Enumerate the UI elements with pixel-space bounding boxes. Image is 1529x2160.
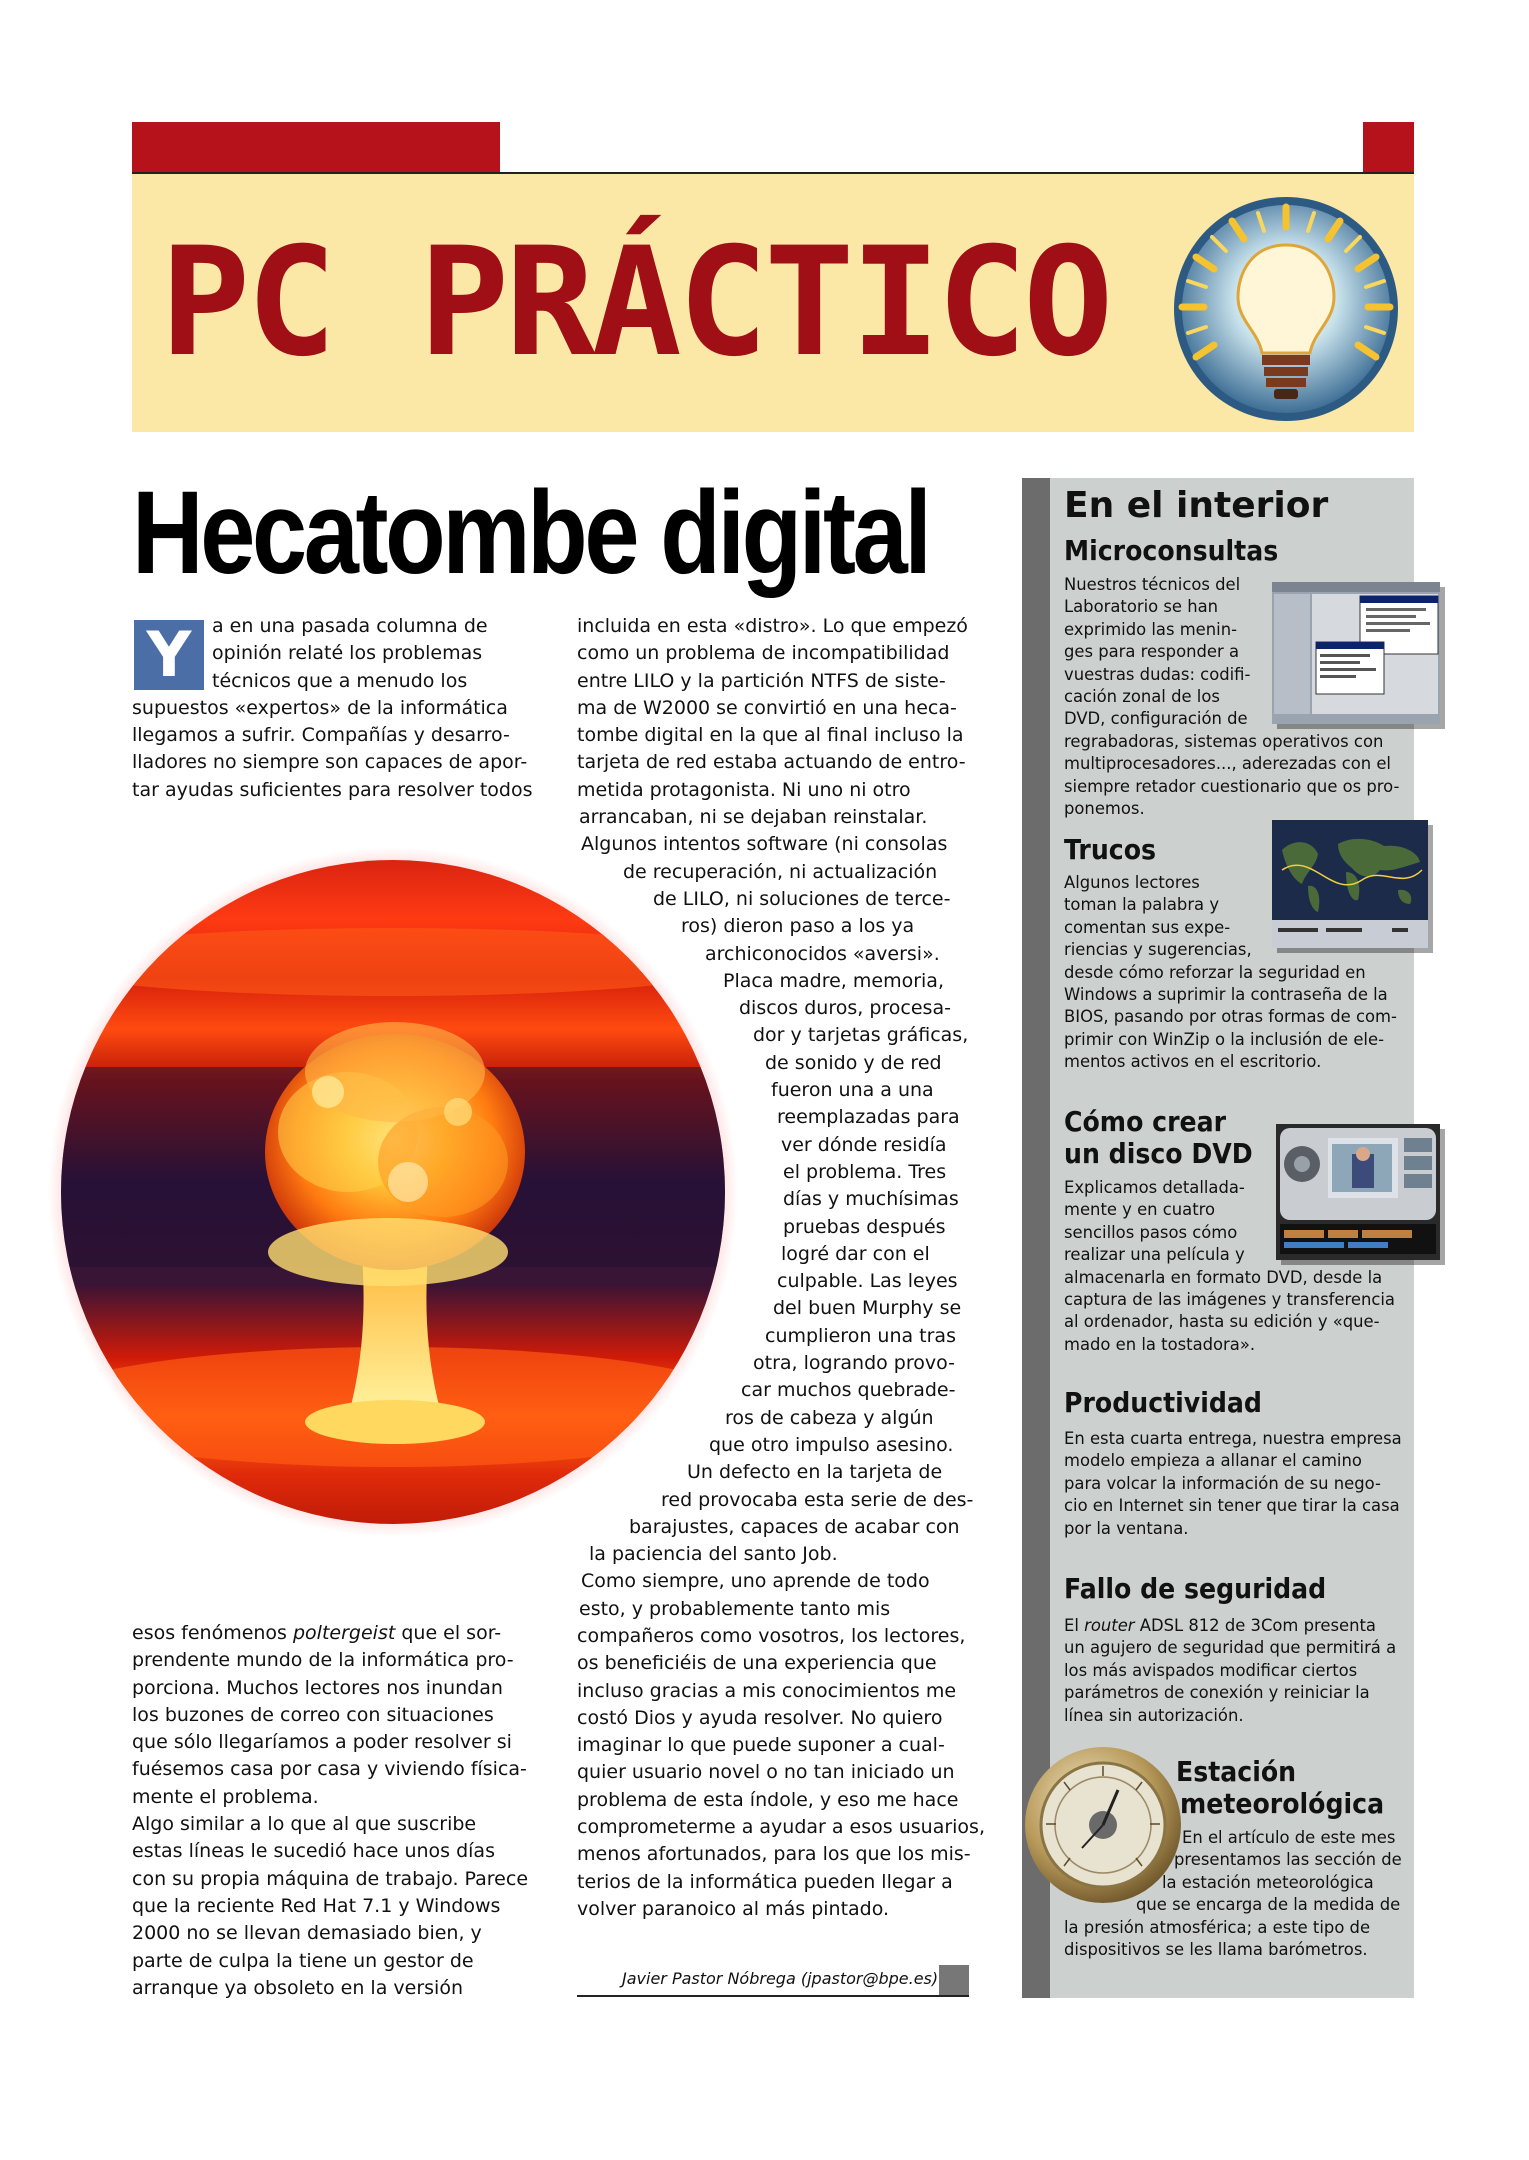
text-line: dispositivos se les llama barómetros. bbox=[1064, 1939, 1368, 1959]
text-line: que sólo llegaríamos a poder resolver si bbox=[132, 1731, 512, 1754]
text-line: DVD, configuración de bbox=[1064, 709, 1248, 729]
sidebar-heading-fallo-seguridad: Fallo de seguridad bbox=[1064, 1572, 1327, 1605]
text-line: pruebas después bbox=[783, 1215, 946, 1238]
sidebar-heading-estacion-line1: Estación bbox=[1176, 1755, 1297, 1788]
text-line: Nuestros técnicos del bbox=[1064, 575, 1241, 594]
text-line: ros de cabeza y algún bbox=[725, 1406, 934, 1429]
text-line: porciona. Muchos lectores nos inundan bbox=[132, 1676, 503, 1699]
text-line: terios de la informática pueden llegar a bbox=[577, 1870, 953, 1893]
text-line: Laboratorio se han bbox=[1064, 597, 1219, 617]
text-line: que la reciente Red Hat 7.1 y Windows bbox=[132, 1894, 501, 1917]
text-line: modelo empieza a allanar el camino bbox=[1064, 1451, 1362, 1471]
article-headline: Hecatombe digital bbox=[132, 467, 929, 599]
text-line: quier usuario novel o no tan iniciado un bbox=[577, 1761, 955, 1784]
text-line: almacenarla en formato DVD, desde la bbox=[1064, 1267, 1383, 1287]
text-line: Un defecto en la tarjeta de bbox=[687, 1461, 943, 1484]
text-line: barajustes, capaces de acabar con bbox=[629, 1515, 960, 1538]
text-line: al ordenador, hasta su edición y «que- bbox=[1064, 1312, 1380, 1332]
sidebar-heading-microconsultas: Microconsultas bbox=[1064, 534, 1279, 567]
text-line: costó Dios y ayuda resolver. No quiero bbox=[577, 1706, 943, 1729]
text-line: esos fenómenos poltergeist que el sor- bbox=[132, 1622, 502, 1644]
video-editor-thumbnail bbox=[1276, 1124, 1440, 1260]
text-line: os beneficiéis de una experiencia que bbox=[577, 1652, 937, 1675]
world-map-thumbnail bbox=[1272, 820, 1428, 948]
text-line: Algunos lectores bbox=[1064, 873, 1200, 892]
text-line: días y muchísimas bbox=[783, 1188, 959, 1211]
text-line: Algo similar a lo que al que suscribe bbox=[132, 1813, 477, 1836]
text-line: Placa madre, memoria, bbox=[723, 969, 944, 992]
text-line: ges para responder a bbox=[1064, 642, 1239, 662]
text-line: cio en Internet sin tener que tirar la casa bbox=[1064, 1496, 1400, 1516]
text-line: presentamos las sección de bbox=[1174, 1850, 1402, 1870]
text-line: Windows a suprimir la contraseña de la bbox=[1064, 984, 1388, 1004]
text-line: de recuperación, ni actualización bbox=[623, 860, 938, 883]
text-line: el problema. Tres bbox=[783, 1160, 947, 1183]
text-line: archiconocidos «aversi». bbox=[705, 942, 940, 965]
text-line: arrancaban, ni se dejaban reinstalar. bbox=[579, 806, 928, 829]
text-line: a en una pasada columna de bbox=[212, 615, 488, 637]
text-line: entre LILO y la partición NTFS de siste- bbox=[577, 669, 946, 692]
text-line: ponemos. bbox=[1064, 798, 1145, 818]
sidebar-heading-dvd-line1: Cómo crear bbox=[1064, 1105, 1227, 1138]
text-line: los más avispados modificar ciertos bbox=[1064, 1660, 1358, 1680]
sidebar-heading-trucos: Trucos bbox=[1064, 833, 1157, 866]
text-line: reemplazadas para bbox=[777, 1106, 960, 1129]
text-line: tombe digital en la que al final incluso la bbox=[577, 724, 964, 747]
text-line: 2000 no se llevan demasiado bien, y bbox=[132, 1922, 482, 1945]
text-line: En esta cuarta entrega, nuestra empresa bbox=[1064, 1429, 1402, 1448]
text-line: captura de las imágenes y transferencia bbox=[1064, 1289, 1395, 1309]
text-line: volver paranoico al más pintado. bbox=[577, 1897, 890, 1920]
text-line: vuestras dudas: codifi- bbox=[1064, 664, 1251, 684]
text-line: línea sin autorización. bbox=[1064, 1705, 1244, 1725]
text-line: que se encarga de la medida de bbox=[1136, 1895, 1401, 1915]
sidebar-heading-estacion-line2: meteorológica bbox=[1180, 1787, 1385, 1820]
text-line: realizar una película y bbox=[1064, 1245, 1245, 1265]
text-line: comentan sus expe- bbox=[1064, 917, 1231, 937]
drop-cap: Y bbox=[134, 620, 204, 690]
text-line: ma de W2000 se convirtió en una heca- bbox=[577, 696, 957, 719]
text-line: como un problema de incompatibilidad bbox=[577, 642, 950, 665]
text-line: metida protagonista. Ni uno ni otro bbox=[577, 778, 911, 801]
text-line: red provocaba esta serie de des- bbox=[661, 1488, 974, 1511]
sidebar-title: En el interior bbox=[1064, 485, 1329, 526]
section-title: PC PRÁCTICO bbox=[160, 216, 1110, 390]
text-line: del buen Murphy se bbox=[773, 1297, 962, 1320]
text-line: fuésemos casa por casa y viviendo física- bbox=[132, 1758, 527, 1781]
text-line: ver dónde residía bbox=[781, 1133, 947, 1156]
text-line: menos afortunados, para los que los mis- bbox=[577, 1843, 971, 1866]
text-line: parte de culpa la tiene un gestor de bbox=[132, 1949, 474, 1972]
sidebar-text-estacion bbox=[1064, 1827, 1402, 1961]
text-line: BIOS, pasando por otras formas de com- bbox=[1064, 1007, 1397, 1027]
text-line: riencias y sugerencias, bbox=[1064, 940, 1252, 960]
text-line: esto, y probablemente tanto mis bbox=[579, 1597, 891, 1620]
text-line: mentos activos en el escritorio. bbox=[1064, 1052, 1322, 1072]
text-line: la presión atmosférica; a este tipo de bbox=[1064, 1917, 1371, 1937]
text-line: mado en la tostadora». bbox=[1064, 1334, 1256, 1354]
text-line: ros) dieron paso a los ya bbox=[681, 915, 915, 938]
text-line: con su propia máquina de trabajo. Parece bbox=[132, 1867, 529, 1890]
text-line: En el artículo de este mes bbox=[1182, 1828, 1396, 1847]
text-line: dor y tarjetas gráficas, bbox=[753, 1024, 969, 1047]
text-line: desde cómo reforzar la seguridad en bbox=[1064, 962, 1366, 982]
text-line: de LILO, ni soluciones de terce- bbox=[653, 887, 951, 910]
text-line: problema de esta índole, y eso me hace bbox=[577, 1788, 959, 1811]
author-signature: Javier Pastor Nóbrega (jpastor@bpe.es) bbox=[622, 1969, 939, 1988]
text-line: Algunos intentos software (ni consolas bbox=[581, 833, 948, 856]
text-line: de sonido y de red bbox=[765, 1051, 942, 1074]
text-line: para volcar la información de su nego- bbox=[1064, 1473, 1381, 1493]
text-line: fueron una a una bbox=[771, 1079, 934, 1102]
text-line: incluida en esta «distro». Lo que empezó bbox=[577, 615, 968, 637]
text-line: tar ayudas suficientes para resolver todos bbox=[132, 778, 533, 801]
text-line: arranque ya obsoleto en la versión bbox=[132, 1976, 463, 1999]
sidebar-heading-dvd-line2: un disco DVD bbox=[1064, 1137, 1253, 1170]
text-line: parámetros de conexión y reiniciar la bbox=[1064, 1683, 1370, 1703]
text-line: siempre retador cuestionario que os pro- bbox=[1064, 776, 1400, 796]
text-line: cumplieron una tras bbox=[765, 1324, 956, 1347]
text-line: car muchos quebrade- bbox=[741, 1379, 956, 1402]
text-line: por la ventana. bbox=[1064, 1518, 1189, 1538]
text-line: supuestos «expertos» de la informática bbox=[132, 696, 508, 719]
end-mark bbox=[939, 1965, 969, 1995]
text-line: El router ADSL 812 de 3Com presenta bbox=[1064, 1616, 1376, 1635]
italic-term: router bbox=[1084, 1616, 1135, 1635]
text-line: compañeros como vosotros, los lectores, bbox=[577, 1624, 966, 1647]
header-accent-bar-right bbox=[1363, 122, 1414, 174]
screenshot-thumbnail bbox=[1272, 582, 1440, 724]
text-line: primir con WinZip o la inclusión de ele- bbox=[1064, 1029, 1384, 1049]
text-line: Explicamos detallada- bbox=[1064, 1178, 1245, 1197]
text-line: lladores no siempre son capaces de apor- bbox=[132, 751, 528, 774]
text-line: logré dar con el bbox=[781, 1242, 930, 1265]
text-line: técnicos que a menudo los bbox=[212, 669, 468, 692]
text-line: mente el problema. bbox=[132, 1785, 319, 1808]
text-line: que otro impulso asesino. bbox=[709, 1433, 954, 1456]
text-line: llegamos a sufrir. Compañías y desarro- bbox=[132, 724, 510, 747]
text-line: comprometerme a ayudar a esos usuarios, bbox=[577, 1816, 985, 1839]
article-column-1-bottom bbox=[132, 1620, 528, 2002]
text-line: incluso gracias a mis conocimientos me bbox=[577, 1679, 957, 1702]
text-line: discos duros, procesa- bbox=[739, 997, 951, 1020]
text-line: otra, logrando provo- bbox=[753, 1352, 955, 1375]
text-line: un agujero de seguridad que permitirá a bbox=[1064, 1638, 1397, 1658]
text-line: sencillos pasos cómo bbox=[1064, 1222, 1238, 1242]
text-line: opinión relaté los problemas bbox=[212, 642, 483, 665]
text-line: toman la palabra y bbox=[1064, 895, 1220, 915]
article-column-2 bbox=[577, 613, 985, 1923]
text-line: regrabadoras, sistemas operativos con bbox=[1064, 731, 1384, 751]
sidebar-heading-productividad: Productividad bbox=[1064, 1386, 1262, 1419]
lightbulb-icon bbox=[1170, 193, 1402, 425]
text-line: mente y en cuatro bbox=[1064, 1200, 1216, 1220]
text-line: exprimido las menin- bbox=[1064, 619, 1237, 639]
text-line: imaginar lo que puede suponer a cual- bbox=[577, 1734, 945, 1757]
signature-rule bbox=[577, 1995, 969, 1997]
header-accent-bar-left bbox=[132, 122, 500, 174]
text-line: la estación meteorológica bbox=[1162, 1872, 1374, 1892]
text-line: culpable. Las leyes bbox=[777, 1270, 958, 1293]
text-line: tarjeta de red estaba actuando de entro- bbox=[577, 751, 966, 774]
text-line: Como siempre, uno aprende de todo bbox=[581, 1570, 930, 1593]
text-line: cación zonal de los bbox=[1064, 686, 1220, 706]
sidebar-text-fallo-seguridad bbox=[1064, 1615, 1396, 1727]
text-line: estas líneas le sucedió hace unos días bbox=[132, 1840, 495, 1863]
sidebar-text-productividad bbox=[1064, 1428, 1402, 1540]
text-line: la paciencia del santo Job. bbox=[589, 1543, 838, 1566]
text-line: los buzones de correo con situaciones bbox=[132, 1703, 494, 1726]
article-column-1-top bbox=[132, 613, 532, 804]
text-line: multiprocesadores..., aderezadas con el bbox=[1064, 754, 1391, 774]
italic-term: poltergeist bbox=[293, 1622, 396, 1644]
text-line: prendente mundo de la informática pro- bbox=[132, 1649, 514, 1672]
